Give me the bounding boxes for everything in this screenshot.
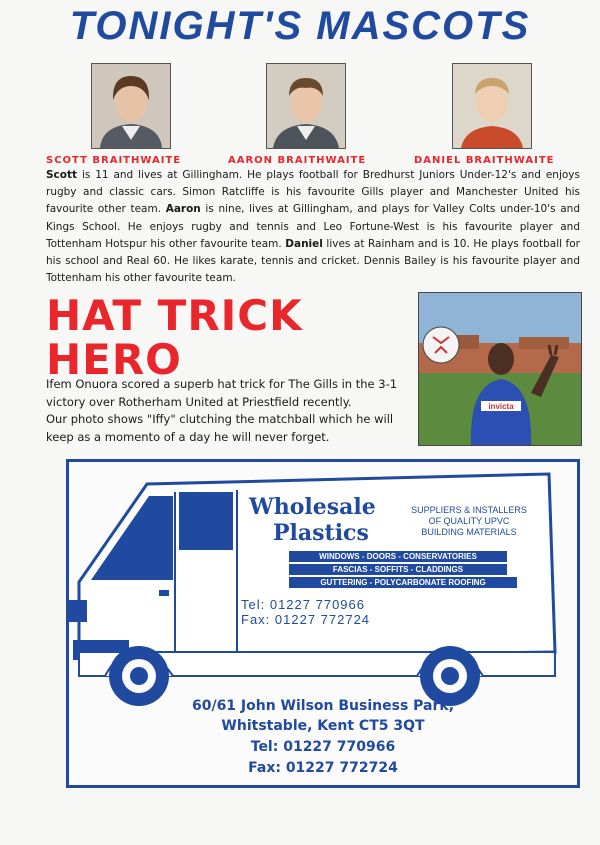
bio-aaron-text: is nine, lives at Gillingham, and plays for Valley Colts under-10's and Kings School. He enjoys rugby and tennis and Leo Fortune-West is his favourite player and Tottenham Hotspur his other favourite team. (46, 203, 580, 250)
mascot-name-aaron: AARON BRAITHWAITE (228, 155, 367, 166)
supplier-tagline (399, 505, 539, 538)
shirt-sponsor-text: invicta (488, 402, 514, 411)
hero-caption-line: Ifem Onuora scored a superb hat trick for The Gills in the 3-1 (46, 377, 398, 391)
hero-heading-line2: HERO (46, 335, 182, 384)
mascot-bio (46, 167, 580, 287)
mascot-name-scott: SCOTT BRAITHWAITE (46, 155, 182, 166)
bio-daniel-name: Daniel (285, 237, 323, 250)
page-title: TONIGHT'S MASCOTS (69, 4, 531, 48)
supplier-line: BUILDING MATERIALS (421, 527, 517, 537)
mascot-photo-aaron (266, 63, 346, 149)
product-bar-guttering: GUTTERING - POLYCARBONATE ROOFING (289, 577, 517, 588)
mascot-name-daniel: DANIEL BRAITHWAITE (414, 155, 555, 166)
mascot-photo-scott (91, 63, 171, 149)
hero-caption-line: keep as a momento of a day he will never forget. (46, 429, 330, 444)
product-bar-windows: WINDOWS - DOORS - CONSERVATORIES (289, 551, 507, 562)
supplier-line: OF QUALITY UPVC (428, 516, 510, 526)
bio-scott-text: is 11 and lives at Gillingham. He plays football for Bredhurst Juniors Under-12's and enjoys rugby and classic cars. Simon Ratcliffe is his favourite Gills player and Manchester United his favourite other team. (46, 169, 580, 216)
hero-heading-line1: HAT TRICK (46, 291, 303, 340)
hero-caption (46, 376, 416, 446)
van-tel: Tel: 01227 770966 (241, 597, 365, 612)
bio-scott-name: Scott (46, 169, 78, 181)
brand-name-line1: Wholesale (249, 494, 376, 520)
address-line1: 60/61 John Wilson Business Park, (191, 698, 455, 714)
advert-wholesale-plastics (66, 459, 580, 788)
hero-caption-line: Our photo shows "Iffy" clutching the matchball which he will (46, 412, 394, 426)
supplier-line: SUPPLIERS & INSTALLERS (411, 505, 527, 515)
van-fax: Fax: 01227 772724 (241, 612, 371, 627)
contact-tel: Tel: 01227 770966 (250, 739, 396, 755)
brand-name-line2: Plastics (273, 520, 369, 546)
bio-aaron-name: Aaron (165, 203, 201, 216)
hero-photo (418, 292, 582, 446)
contact-fax: Fax: 01227 772724 (248, 760, 398, 776)
address-line2: Whitstable, Kent CT5 3QT (221, 718, 425, 734)
mascot-photo-daniel (452, 63, 532, 149)
bio-daniel-text: lives at Rainham and is 10. He plays football for his school and Real 60. He likes karate, tennis and cricket. Dennis Bailey is his favourite player and Tottenham his other favourite team. (46, 237, 580, 285)
product-bar-fascias: FASCIAS - SOFFITS - CLADDINGS (289, 564, 507, 575)
hero-caption-line: victory over Rotherham United at Priestfield recently. (46, 394, 352, 409)
